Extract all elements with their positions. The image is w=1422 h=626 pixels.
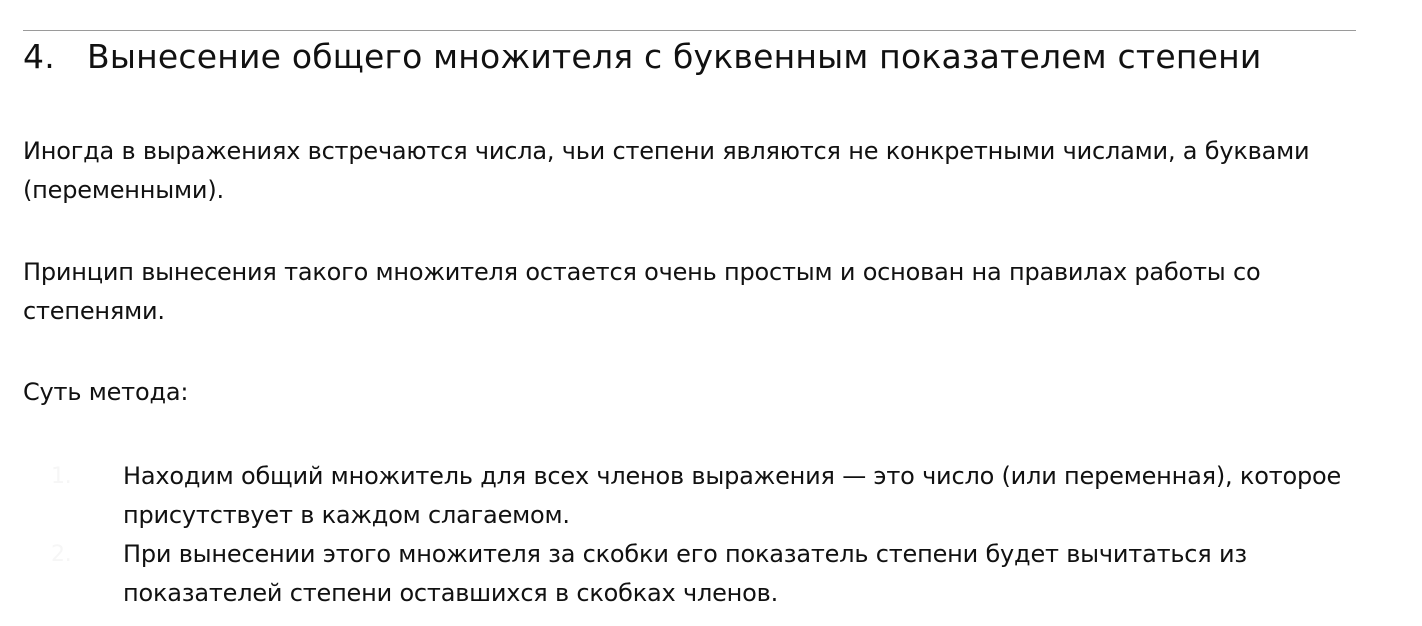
intro-paragraph: Иногда в выражениях встречаются числа, чьи степени являются не конкретными числами, а буквами (переменными). [23,137,1310,204]
list-item [23,457,1356,535]
horizontal-divider [23,30,1356,31]
principle-paragraph: Принцип вынесения такого множителя остается очень простым и основан на правилах работы со степенями. [23,258,1261,325]
section-title: Вынесение общего множителя с буквенным показателем степени [87,37,1262,76]
list-item [23,535,1356,613]
list-item-text: При вынесении этого множителя за скобки его показатель степени будет вычитаться из показателей степени оставшихся в скобках членов. [123,540,1247,607]
list-item-text: Находим общий множитель для всех членов выражения — это число (или переменная), которое присутствует в каждом слагаемом. [123,462,1342,529]
method-steps-list [23,457,1356,613]
list-item-marker: 2. [51,542,72,567]
section-heading [23,33,1262,81]
section-number: 4. [23,37,55,76]
method-label: Суть метода: [23,378,189,406]
list-item-marker: 1. [51,464,72,489]
